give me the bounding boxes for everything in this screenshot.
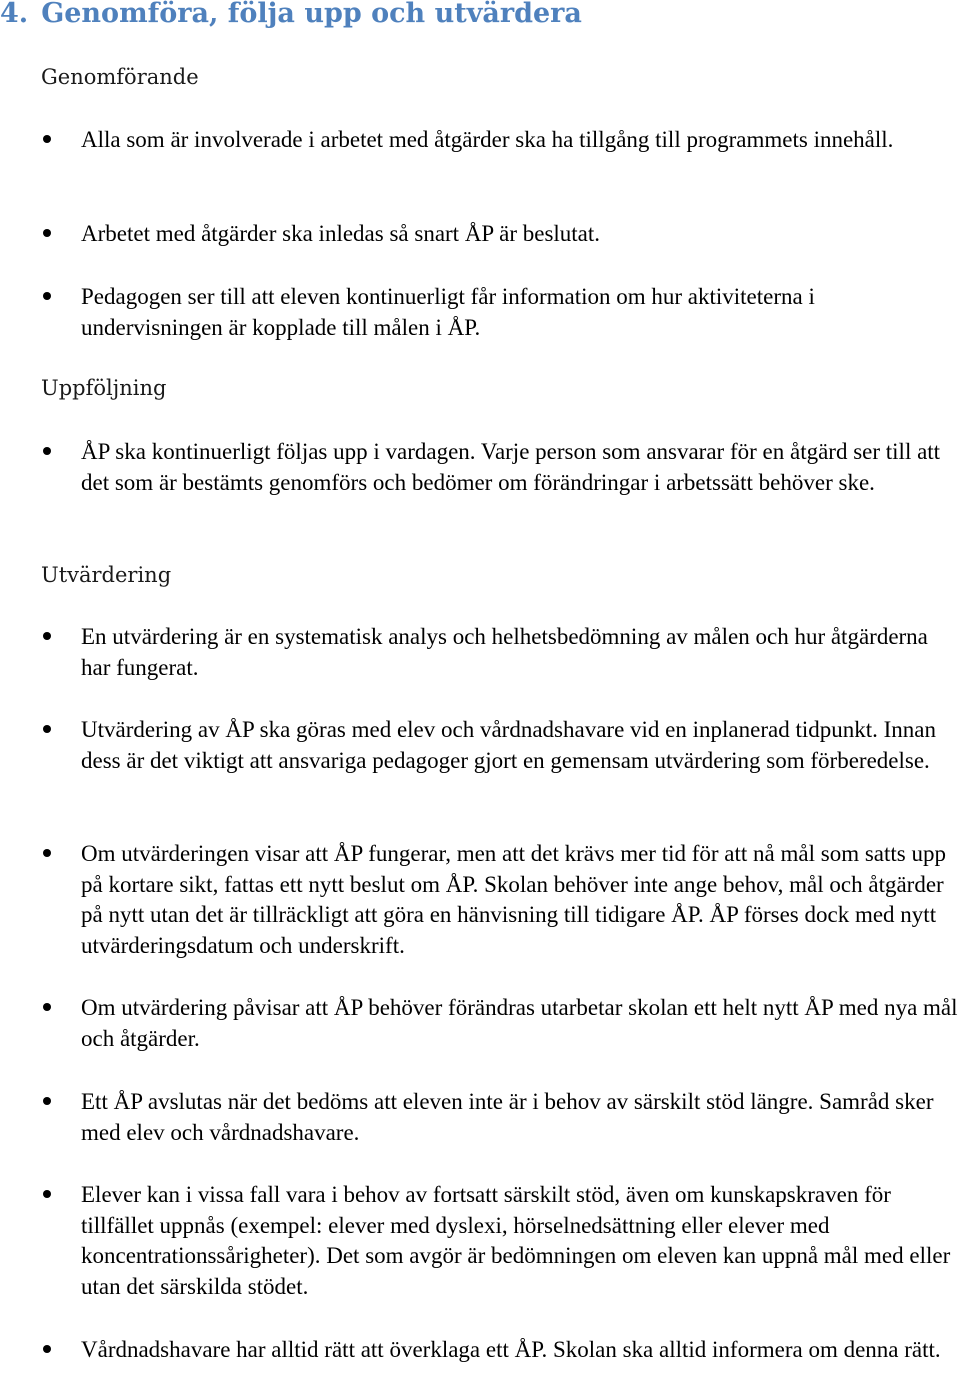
bullet-icon [43, 849, 51, 857]
section-heading [0, 0, 582, 32]
list-item [81, 219, 959, 250]
subheading-utvardering: Utvärdering [41, 563, 172, 587]
list-item-text: Arbetet med åtgärder ska inledas så snart ÅP är beslutat. [81, 221, 601, 246]
bullet-icon [43, 1003, 51, 1011]
list-item-text: Elever kan i vissa fall vara i behov av fortsatt särskilt stöd, även om kunskapskraven för tillfället uppnås (exempel: elever med dyslexi, hörselnedsättning eller elever med koncentrationssårigheter). Det som avgör är bedömningen om eleven kan uppnå mål med eller utan det särskilda stödet. [81, 1182, 951, 1299]
list-item [81, 715, 959, 776]
list-item [81, 839, 959, 961]
list-item [81, 125, 959, 156]
bullet-icon [43, 229, 51, 237]
list-item [81, 622, 959, 683]
subheading-uppfoljning: Uppföljning [41, 376, 167, 400]
bullet-icon [43, 1190, 51, 1198]
list-item-text: Pedagogen ser till att eleven kontinuerligt får information om hur aktiviteterna i undervisningen är kopplade till målen i ÅP. [81, 284, 815, 340]
list-item-text: Vårdnadshavare har alltid rätt att överklaga ett ÅP. Skolan ska alltid informera om denna rätt. [81, 1337, 941, 1362]
list-item [81, 1180, 959, 1302]
list-item-text: En utvärdering är en systematisk analys och helhetsbedömning av målen och hur åtgärderna har fungerat. [81, 624, 928, 680]
list-item [81, 437, 959, 498]
list-item [81, 1087, 959, 1148]
list-item-text: Om utvärderingen visar att ÅP fungerar, men att det krävs mer tid för att nå mål som satts upp på kortare sikt, fattas ett nytt beslut om ÅP. Skolan behöver inte ange behov, mål och åtgärder på nytt utan det är tillräckligt att göra en hänvisning till tidigare ÅP. ÅP förses dock med nytt utvärderingsdatum och underskrift. [81, 841, 946, 958]
list-item-text: Om utvärdering påvisar att ÅP behöver förändras utarbetar skolan ett helt nytt ÅP med nya mål och åtgärder. [81, 995, 958, 1051]
list-item-text: ÅP ska kontinuerligt följas upp i vardagen. Varje person som ansvarar för en åtgärd ser till att det som är bestämts genomförs och bedömer om förändringar i arbetssätt behöver ske. [81, 439, 941, 495]
bullet-icon [43, 1097, 51, 1105]
list-item-text: Ett ÅP avslutas när det bedöms att eleven inte är i behov av särskilt stöd längre. Samråd sker med elev och vårdnadshavare. [81, 1089, 934, 1145]
section-number: 4. [0, 0, 29, 29]
bullet-icon [43, 292, 51, 300]
bullet-icon [43, 725, 51, 733]
bullet-icon [43, 447, 51, 455]
subheading-genomforande: Genomförande [41, 65, 199, 89]
bullet-icon [43, 135, 51, 143]
list-item [81, 993, 959, 1054]
list-item-text: Utvärdering av ÅP ska göras med elev och vårdnadshavare vid en inplanerad tidpunkt. Innan dess är det viktigt att ansvariga pedagoger gjort en gemensam utvärdering som förberedelse. [81, 717, 936, 773]
list-item [81, 1335, 959, 1366]
list-item [81, 282, 959, 343]
section-title: Genomföra, följa upp och utvärdera [41, 0, 582, 29]
bullet-icon [43, 1345, 51, 1353]
bullet-icon [43, 632, 51, 640]
list-item-text: Alla som är involverade i arbetet med åtgärder ska ha tillgång till programmets innehåll. [81, 127, 894, 152]
